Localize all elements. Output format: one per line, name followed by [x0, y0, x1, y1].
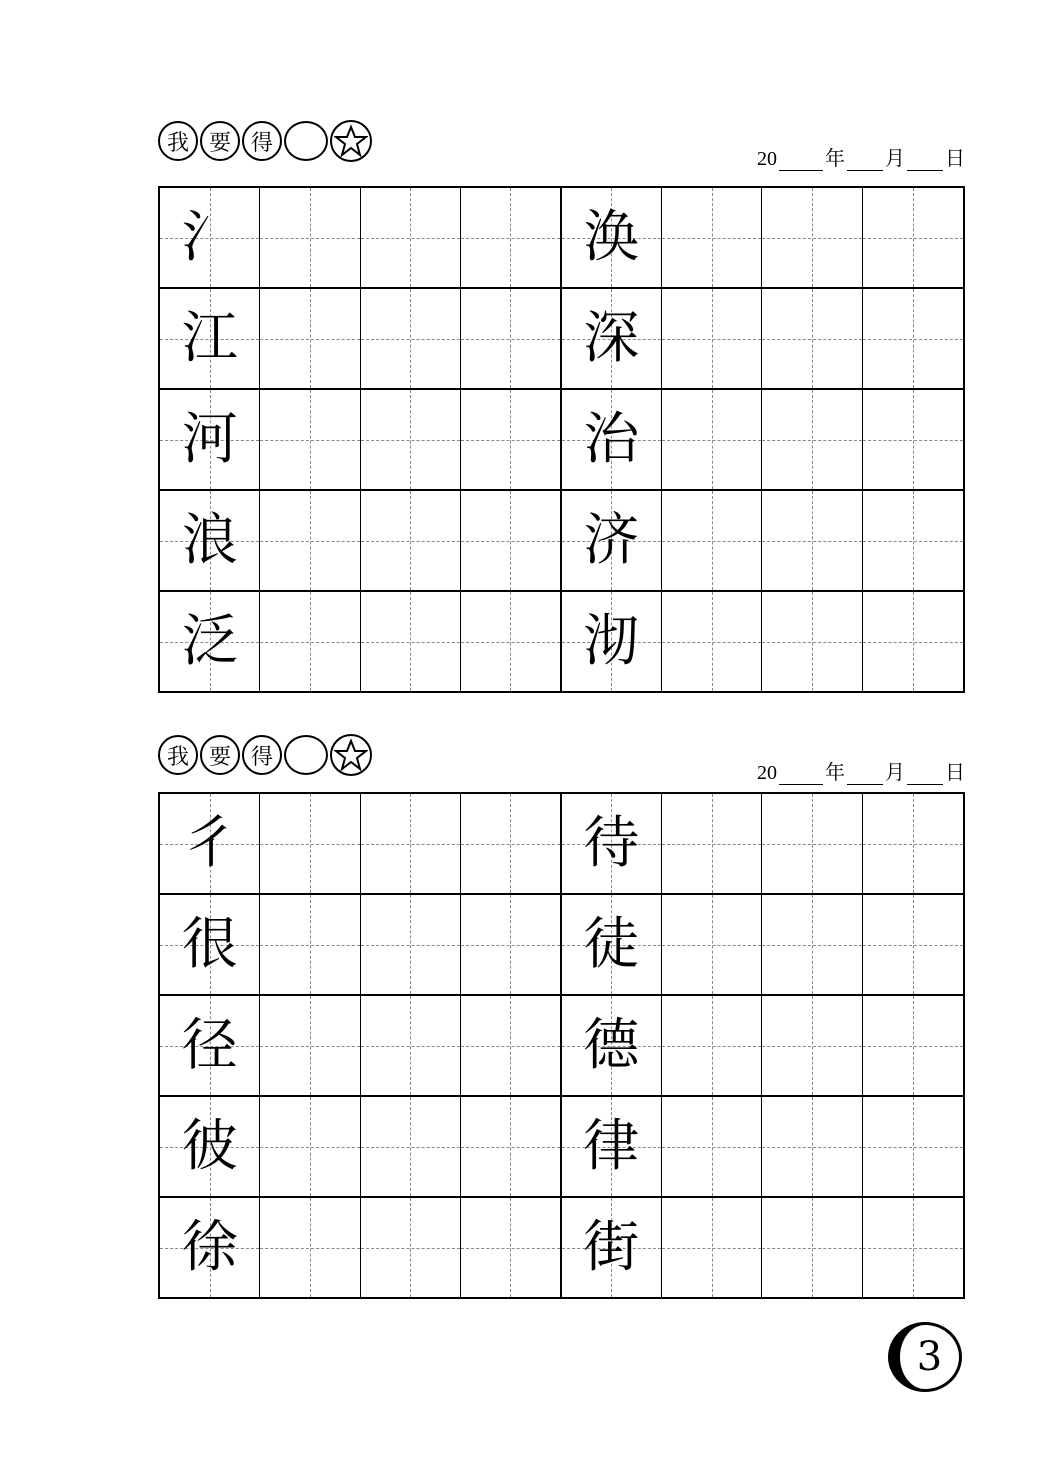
- grid-row: [160, 289, 963, 390]
- model-char: 氵: [181, 204, 238, 270]
- year-prefix: 20: [757, 762, 777, 784]
- practice-cell[interactable]: [461, 996, 561, 1095]
- practice-cell[interactable]: [260, 390, 360, 489]
- practice-cell[interactable]: [361, 1097, 461, 1196]
- star-icon: [330, 120, 372, 162]
- badge-blank[interactable]: [284, 735, 328, 775]
- practice-cell[interactable]: [762, 188, 862, 287]
- model-char: 沏: [583, 608, 640, 674]
- practice-cell[interactable]: [762, 1097, 862, 1196]
- practice-cell[interactable]: [662, 289, 762, 388]
- model-char: 浪: [181, 507, 238, 573]
- practice-cell[interactable]: [662, 996, 762, 1095]
- practice-cell[interactable]: [662, 491, 762, 590]
- model-cell: [160, 390, 260, 489]
- date-line[interactable]: [757, 756, 965, 785]
- practice-cell[interactable]: [863, 996, 963, 1095]
- month-blank[interactable]: [847, 766, 883, 785]
- practice-cell[interactable]: [863, 592, 963, 691]
- grid-row: [160, 794, 963, 895]
- practice-cell[interactable]: [461, 188, 561, 287]
- grid-row: [160, 188, 963, 289]
- practice-cell[interactable]: [461, 895, 561, 994]
- year-label: 年: [825, 148, 845, 170]
- month-label: 月: [885, 148, 905, 170]
- year-label: 年: [825, 762, 845, 784]
- model-char: 很: [181, 911, 238, 977]
- practice-cell[interactable]: [260, 895, 360, 994]
- practice-cell[interactable]: [461, 592, 561, 691]
- model-cell: [562, 592, 662, 691]
- badge-de: 得: [242, 121, 282, 161]
- practice-cell[interactable]: [361, 289, 461, 388]
- model-cell: [562, 996, 662, 1095]
- badge-wo: 我: [158, 121, 198, 161]
- practice-cell[interactable]: [361, 794, 461, 893]
- practice-cell[interactable]: [762, 1198, 862, 1297]
- day-blank[interactable]: [907, 766, 943, 785]
- model-cell: [160, 1198, 260, 1297]
- model-cell: [562, 895, 662, 994]
- practice-cell[interactable]: [863, 390, 963, 489]
- practice-cell[interactable]: [662, 592, 762, 691]
- year-prefix: 20: [757, 148, 777, 170]
- model-char: 徒: [583, 911, 640, 977]
- practice-cell[interactable]: [361, 996, 461, 1095]
- practice-cell[interactable]: [361, 895, 461, 994]
- practice-cell[interactable]: [863, 289, 963, 388]
- model-char: 律: [583, 1113, 640, 1179]
- model-cell: [160, 895, 260, 994]
- model-cell: [562, 794, 662, 893]
- model-char: 德: [583, 1012, 640, 1078]
- model-cell: [562, 1198, 662, 1297]
- model-char: 河: [181, 406, 238, 472]
- model-cell: [562, 491, 662, 590]
- year-blank[interactable]: [779, 766, 823, 785]
- model-cell: [160, 592, 260, 691]
- practice-cell[interactable]: [762, 996, 862, 1095]
- model-char: 江: [181, 305, 238, 371]
- model-char: 彳: [181, 810, 238, 876]
- practice-cell[interactable]: [762, 289, 862, 388]
- practice-cell[interactable]: [260, 794, 360, 893]
- model-cell: [562, 188, 662, 287]
- model-char: 徐: [181, 1214, 238, 1280]
- model-cell: [562, 1097, 662, 1196]
- model-cell: [562, 289, 662, 388]
- practice-cell[interactable]: [662, 794, 762, 893]
- practice-cell[interactable]: [260, 592, 360, 691]
- grid-row: [160, 895, 963, 996]
- model-char: 径: [181, 1012, 238, 1078]
- practice-cell[interactable]: [762, 491, 862, 590]
- practice-cell[interactable]: [260, 188, 360, 287]
- practice-cell[interactable]: [863, 1097, 963, 1196]
- badge-yao: 要: [200, 121, 240, 161]
- practice-cell[interactable]: [863, 1198, 963, 1297]
- badge-wo: 我: [158, 735, 198, 775]
- grid-row: [160, 390, 963, 491]
- practice-cell[interactable]: [361, 188, 461, 287]
- star-icon: [330, 734, 372, 776]
- practice-cell[interactable]: [863, 794, 963, 893]
- date-line[interactable]: [757, 142, 965, 171]
- model-char: 待: [583, 810, 640, 876]
- model-cell: [160, 996, 260, 1095]
- model-cell: [562, 390, 662, 489]
- practice-cell[interactable]: [762, 895, 862, 994]
- practice-cell[interactable]: [762, 794, 862, 893]
- model-cell: [160, 188, 260, 287]
- model-cell: [160, 1097, 260, 1196]
- practice-cell[interactable]: [662, 188, 762, 287]
- practice-cell[interactable]: [863, 491, 963, 590]
- model-cell: [160, 491, 260, 590]
- practice-cell[interactable]: [461, 794, 561, 893]
- model-char: 彼: [181, 1113, 238, 1179]
- practice-cell[interactable]: [662, 390, 762, 489]
- month-blank[interactable]: [847, 152, 883, 171]
- practice-cell[interactable]: [461, 1097, 561, 1196]
- grid-row: [160, 491, 963, 592]
- month-label: 月: [885, 762, 905, 784]
- page-number: 3: [888, 1322, 962, 1392]
- day-label: 日: [945, 762, 965, 784]
- practice-cell[interactable]: [762, 390, 862, 489]
- practice-cell[interactable]: [260, 289, 360, 388]
- practice-cell[interactable]: [863, 188, 963, 287]
- practice-cell[interactable]: [260, 996, 360, 1095]
- practice-cell[interactable]: [662, 1097, 762, 1196]
- badge-blank[interactable]: [284, 121, 328, 161]
- practice-cell[interactable]: [461, 1198, 561, 1297]
- practice-cell[interactable]: [260, 491, 360, 590]
- model-char: 济: [583, 507, 640, 573]
- practice-cell[interactable]: [361, 592, 461, 691]
- model-char: 治: [583, 406, 640, 472]
- badge-yao: 要: [200, 735, 240, 775]
- day-label: 日: [945, 148, 965, 170]
- grid-row: [160, 1198, 963, 1297]
- practice-cell[interactable]: [361, 390, 461, 489]
- rating-badges: [158, 732, 372, 778]
- practice-cell[interactable]: [461, 491, 561, 590]
- practice-grid-2: [158, 792, 965, 1299]
- badge-de: 得: [242, 735, 282, 775]
- practice-cell[interactable]: [662, 895, 762, 994]
- practice-cell[interactable]: [461, 289, 561, 388]
- grid-row: [160, 592, 963, 691]
- practice-grid-1: [158, 186, 965, 693]
- practice-cell[interactable]: [361, 491, 461, 590]
- rating-badges: [158, 118, 372, 164]
- model-cell: [160, 289, 260, 388]
- day-blank[interactable]: [907, 152, 943, 171]
- practice-cell[interactable]: [361, 1198, 461, 1297]
- practice-cell[interactable]: [260, 1097, 360, 1196]
- practice-cell[interactable]: [260, 1198, 360, 1297]
- model-char: 泛: [181, 608, 238, 674]
- grid-row: [160, 1097, 963, 1198]
- year-blank[interactable]: [779, 152, 823, 171]
- model-char: 深: [583, 305, 640, 371]
- practice-cell[interactable]: [863, 895, 963, 994]
- practice-cell[interactable]: [461, 390, 561, 489]
- practice-cell[interactable]: [762, 592, 862, 691]
- model-cell: [160, 794, 260, 893]
- practice-cell[interactable]: [662, 1198, 762, 1297]
- model-char: 街: [583, 1214, 640, 1280]
- model-char: 涣: [583, 204, 640, 270]
- grid-row: [160, 996, 963, 1097]
